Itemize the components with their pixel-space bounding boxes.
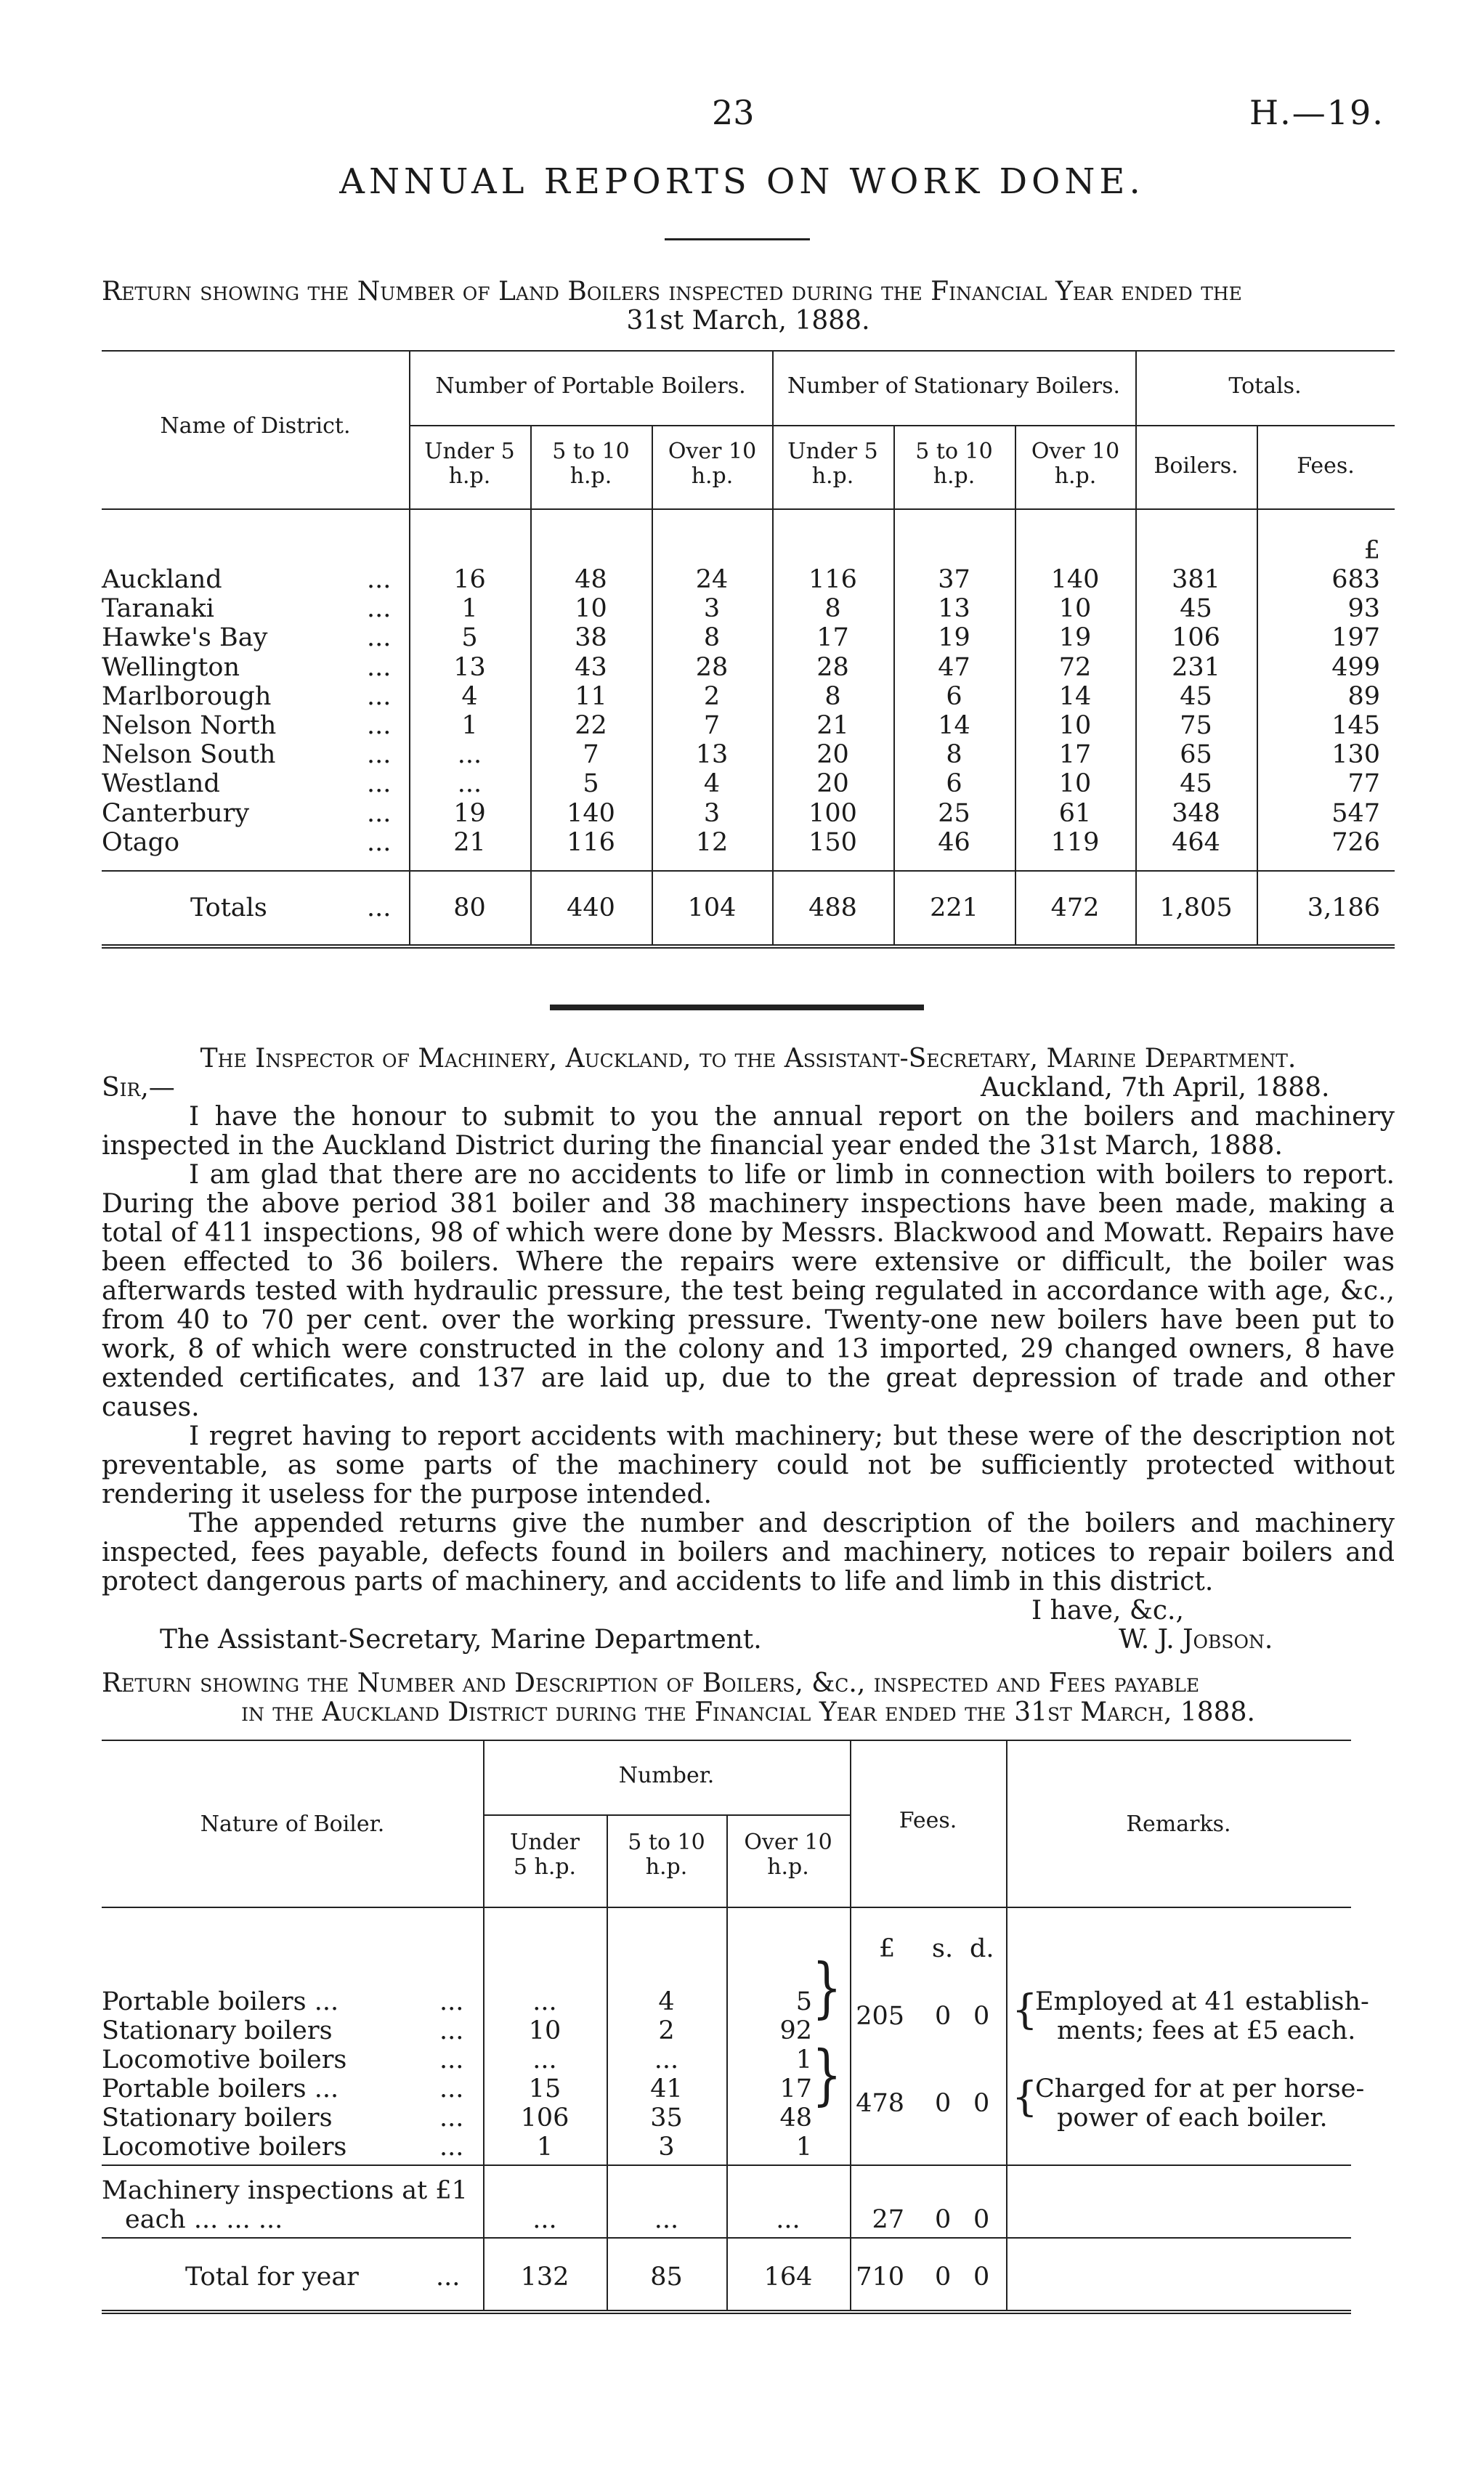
district-name: Auckland [102, 565, 222, 594]
district-name: Nelson North [102, 711, 277, 740]
return1-caption-line1: Return showing the Number of Land Boilers inspected during the Financial Year ended the [102, 277, 1242, 307]
cell-value: 11 [575, 681, 607, 711]
district-name: Nelson South [102, 740, 276, 770]
cell-value: 8 [824, 681, 841, 711]
dot-leader: ... [367, 594, 392, 624]
sub-header-portable-5to10: 5 to 10 h.p. [552, 439, 630, 489]
cell-value: 28 [695, 652, 729, 682]
total-for-year-leader: ... [436, 2263, 461, 2292]
boiler-nature: Stationary boilers [102, 2016, 333, 2045]
page-title: ANNUAL REPORTS ON WORK DONE. [339, 161, 1145, 202]
cell-value: 46 [938, 827, 970, 857]
group1-remark-line2: ments; fees at £5 each. [1057, 2016, 1356, 2045]
return2-caption-line2: in the Auckland District during the Financial Year ended the 31st March, 1888. [241, 1697, 1255, 1727]
letter-place-date: Auckland, 7th April, 1888. [981, 1073, 1330, 1103]
total-value: 472 [1050, 893, 1100, 922]
district-name: Canterbury [102, 798, 250, 828]
group-header-stationary: Number of Stationary Boilers. [787, 373, 1121, 399]
letter-signature: W. J. Jobson. [1119, 1625, 1273, 1655]
total-5to10: 85 [650, 2263, 683, 2292]
district-name: Hawke's Bay [102, 623, 268, 653]
dot-leader: ... [439, 2103, 464, 2133]
district-name: Otago [102, 827, 180, 857]
dot-leader: ... [367, 565, 392, 594]
group2-remark-brace: } [1012, 2074, 1038, 2121]
cell-value: 45 [1180, 681, 1212, 711]
group1-remark-brace: } [1012, 1987, 1038, 2034]
dot-leader: ... [439, 2016, 464, 2045]
count-under5: 1 [536, 2133, 554, 2162]
col-header-remarks: Remarks. [1126, 1811, 1231, 1837]
dot-leader: ... [367, 652, 392, 682]
fees-value: 726 [1331, 827, 1380, 857]
count-5to10: 3 [658, 2133, 675, 2162]
cell-value: 116 [567, 827, 615, 857]
return1-caption-line2: 31st March, 1888. [626, 306, 870, 336]
cell-value: 150 [808, 827, 857, 857]
cell-value: ... [457, 769, 482, 799]
cell-value: 348 [1172, 798, 1220, 828]
cell-value: 116 [808, 565, 857, 594]
total-for-year-label: Total for year [185, 2263, 359, 2292]
col-header-fees: Fees. [899, 1808, 957, 1833]
dot-leader: ... [439, 2074, 464, 2103]
group2-remark-line2: power of each boiler. [1057, 2103, 1328, 2133]
group-header-totals: Totals. [1228, 373, 1302, 399]
count-over10: 5 [795, 1987, 812, 2016]
cell-value: 72 [1058, 652, 1092, 682]
group1-remark-line1: Employed at 41 establish- [1035, 1987, 1369, 2016]
col-header-district: Name of District. [160, 413, 351, 439]
cell-value: 6 [946, 769, 962, 799]
cell-value: 1 [461, 711, 478, 740]
count-under5: 106 [520, 2103, 569, 2133]
group2-fee-shillings: 0 [935, 2089, 952, 2118]
cell-value: 10 [1058, 594, 1092, 624]
cell-value: 6 [946, 681, 962, 711]
count-under5: ... [532, 2045, 557, 2074]
machinery-fee-shillings: 0 [935, 2205, 952, 2234]
count-over10: 1 [795, 2045, 812, 2074]
fees-value: 197 [1331, 623, 1380, 653]
cell-value: 17 [816, 623, 849, 653]
sub-header-portable-over10: Over 10 h.p. [668, 439, 757, 489]
count-over10: 17 [779, 2074, 812, 2103]
sub-header-portable-under5: Under 5 h.p. [424, 439, 515, 489]
boiler-nature: Portable boilers ... [102, 2074, 339, 2103]
total-value: 488 [808, 893, 857, 922]
total-over10: 164 [763, 2263, 813, 2292]
cell-value: 119 [1050, 827, 1100, 857]
group1-fee-pence: 0 [973, 2002, 990, 2031]
cell-value: 3 [703, 798, 721, 828]
machinery-fee-pence: 0 [973, 2205, 990, 2234]
letter-heading: The Inspector of Machinery, Auckland, to the Assistant-Secretary, Marine Department. [200, 1044, 1297, 1074]
col-header-nature: Nature of Boiler. [200, 1811, 385, 1837]
cell-value: 38 [575, 623, 607, 653]
cell-value: 20 [816, 769, 849, 799]
cell-value: 22 [575, 711, 607, 740]
count-under5: 15 [528, 2074, 561, 2103]
dot-leader: ... [439, 1987, 464, 2016]
letter-closing: I have, &c., [1031, 1596, 1184, 1626]
sub-header-boilers: Boilers. [1153, 453, 1238, 479]
fees-value: 499 [1331, 652, 1380, 682]
sub-header-5to10: 5 to 10 h.p. [628, 1830, 705, 1880]
cell-value: 45 [1180, 594, 1212, 624]
total-fee-pounds: 710 [856, 2263, 904, 2292]
cell-value: 14 [938, 711, 970, 740]
cell-value: 106 [1172, 623, 1220, 653]
group-header-portable: Number of Portable Boilers. [435, 373, 746, 399]
money-shillings-header: s. [932, 1934, 954, 1963]
letter-paragraph-1: I have the honour to submit to you the annual report on the boilers and machinery inspected in the Auckland District during the financial year ended the 31st March, 1888. [102, 1102, 1395, 1161]
cell-value: 4 [461, 681, 478, 711]
boiler-nature: Portable boilers ... [102, 1987, 339, 2016]
total-value: 440 [567, 893, 615, 922]
cell-value: 43 [575, 652, 607, 682]
cell-value: 10 [575, 594, 607, 624]
letter-paragraph-2: I am glad that there are no accidents to life or limb in connection with boilers to report. During the above period 381 boiler and 38 machinery inspections have been made, making a total of 411 inspections, 98 of which were done by Messrs. Blackwood and Mowatt. Repairs have been effected to 36 boilers. Where the repairs were extensive or difficult, the boiler was afterwards tested with hydraulic pressure, the test being regulated in accordance with age, &c., from 40 to 70 per cent. over the working pressure. Twenty-one new boilers have been put to work, 8 of which were constructed in the colony and 13 imported, 29 changed owners, 8 have extended certificates, and 137 are laid up, due to the great depression of trade and other causes. [102, 1160, 1395, 1422]
total-fee-shillings: 0 [935, 2263, 952, 2292]
cell-value: 21 [816, 711, 849, 740]
group1-brace: } [812, 1951, 842, 2026]
boiler-nature: Locomotive boilers [102, 2045, 347, 2074]
dot-leader: ... [439, 2133, 464, 2162]
cell-value: 10 [1058, 711, 1092, 740]
money-pence-header: d. [970, 1934, 994, 1963]
page-number: 23 [712, 93, 755, 132]
dot-leader: ... [367, 798, 392, 828]
cell-value: 8 [824, 594, 841, 624]
fees-value: 77 [1347, 769, 1380, 799]
dot-leader: ... [367, 827, 392, 857]
cell-value: 65 [1180, 740, 1212, 770]
cell-value: 14 [1058, 681, 1092, 711]
count-over10: 92 [779, 2016, 812, 2045]
count-5to10: 35 [650, 2103, 683, 2133]
total-value: 1,805 [1159, 893, 1233, 922]
fees-value: 547 [1331, 798, 1380, 828]
letter-paragraph-3: I regret having to report accidents with machinery; but these were of the description not preventable, as some parts of the machinery could not be sufficiently protected without rendering it useless for the purpose intended. [102, 1421, 1395, 1509]
cell-value: 12 [695, 827, 729, 857]
count-over10: 1 [795, 2133, 812, 2162]
group1-fee-pounds: 205 [856, 2002, 904, 2031]
machinery-under5: ... [532, 2205, 557, 2234]
cell-value: 13 [695, 740, 729, 770]
letter-addressee: The Assistant-Secretary, Marine Department. [160, 1625, 762, 1655]
dot-leader: ... [367, 623, 392, 653]
group1-fee-shillings: 0 [935, 2002, 952, 2031]
cell-value: 37 [938, 565, 970, 594]
dot-leader: ... [367, 681, 392, 711]
group2-brace: } [812, 2038, 842, 2114]
fees-value: 89 [1347, 681, 1380, 711]
document-reference: H.—19. [1249, 93, 1384, 132]
total-under5: 132 [520, 2263, 569, 2292]
cell-value: 5 [583, 769, 599, 799]
total-fees-value: 3,186 [1307, 893, 1380, 922]
count-5to10: 4 [658, 1987, 675, 2016]
cell-value: 75 [1180, 711, 1212, 740]
group2-fee-pounds: 478 [856, 2089, 904, 2118]
district-name: Marlborough [102, 681, 272, 711]
dot-leader: ... [367, 740, 392, 770]
sub-header-over10: Over 10 h.p. [744, 1830, 832, 1880]
cell-value: 1 [461, 594, 478, 624]
cell-value: 20 [816, 740, 849, 770]
cell-value: 16 [453, 565, 486, 594]
machinery-5to10: ... [654, 2205, 679, 2234]
total-fee-pence: 0 [973, 2263, 990, 2292]
group-header-number: Number. [618, 1763, 715, 1788]
money-pounds-header: £ [879, 1934, 896, 1963]
cell-value: 17 [1058, 740, 1092, 770]
letter-salutation: Sir,— [102, 1073, 175, 1103]
cell-value: 24 [695, 565, 729, 594]
count-5to10: 2 [658, 2016, 675, 2045]
cell-value: 8 [703, 623, 721, 653]
cell-value: 21 [453, 827, 486, 857]
count-5to10: ... [654, 2045, 679, 2074]
district-name: Wellington [102, 652, 240, 682]
fees-value: 130 [1331, 740, 1380, 770]
district-name: Taranaki [102, 594, 214, 624]
district-name: Westland [102, 769, 220, 799]
total-value: 80 [453, 893, 486, 922]
cell-value: 61 [1058, 798, 1092, 828]
cell-value: 48 [575, 565, 607, 594]
cell-value: 381 [1172, 565, 1220, 594]
count-5to10: 41 [650, 2074, 683, 2103]
count-under5: 10 [528, 2016, 561, 2045]
cell-value: 19 [938, 623, 970, 653]
cell-value: 140 [1050, 565, 1100, 594]
machinery-fee-pounds: 27 [872, 2205, 904, 2234]
sub-header-stationary-5to10: 5 to 10 h.p. [915, 439, 993, 489]
cell-value: 464 [1172, 827, 1220, 857]
fees-value: 683 [1331, 565, 1380, 594]
dot-leader: ... [367, 893, 392, 922]
dot-leader: ... [439, 2045, 464, 2074]
cell-value: 8 [946, 740, 962, 770]
return2-caption-line1: Return showing the Number and Description of Boilers, &c., inspected and Fees payable [102, 1668, 1200, 1698]
sub-header-stationary-over10: Over 10 h.p. [1031, 439, 1120, 489]
group2-remark-line1: Charged for at per horse- [1035, 2074, 1365, 2103]
machinery-over10: ... [776, 2205, 800, 2234]
dot-leader: ... [367, 769, 392, 799]
cell-value: 3 [703, 594, 721, 624]
cell-value: 13 [938, 594, 970, 624]
cell-value: 231 [1172, 652, 1220, 682]
cell-value: 7 [703, 711, 721, 740]
cell-value: 25 [938, 798, 970, 828]
dot-leader: ... [367, 711, 392, 740]
fees-currency-symbol: £ [1363, 536, 1380, 565]
machinery-label-line2: each ... ... ... [125, 2205, 283, 2234]
boiler-nature: Stationary boilers [102, 2103, 333, 2133]
totals-label: Totals [190, 893, 267, 922]
total-value: 104 [687, 893, 737, 922]
cell-value: 5 [461, 623, 478, 653]
fees-value: 145 [1331, 711, 1380, 740]
letter-paragraph-4: The appended returns give the number and description of the boilers and machinery inspected, fees payable, defects found in boilers and machinery, notices to repair boilers and protect dangerous parts of machinery, and accidents to life and limb in this district. [102, 1509, 1395, 1596]
cell-value: 47 [938, 652, 970, 682]
cell-value: 2 [703, 681, 721, 711]
fees-value: 93 [1347, 594, 1380, 624]
sub-header-fees: Fees. [1297, 453, 1355, 479]
cell-value: 100 [808, 798, 857, 828]
total-value: 221 [930, 893, 978, 922]
sub-header-stationary-under5: Under 5 h.p. [787, 439, 878, 489]
cell-value: 7 [583, 740, 599, 770]
cell-value: 4 [703, 769, 721, 799]
cell-value: 28 [816, 652, 849, 682]
count-over10: 48 [779, 2103, 812, 2133]
cell-value: 19 [453, 798, 486, 828]
cell-value: ... [457, 740, 482, 770]
cell-value: 19 [1058, 623, 1092, 653]
boiler-nature: Locomotive boilers [102, 2133, 347, 2162]
cell-value: 45 [1180, 769, 1212, 799]
group2-fee-pence: 0 [973, 2089, 990, 2118]
cell-value: 13 [453, 652, 486, 682]
sub-header-under5: Under 5 h.p. [510, 1830, 580, 1880]
cell-value: 10 [1058, 769, 1092, 799]
count-under5: ... [532, 1987, 557, 2016]
machinery-label-line1: Machinery inspections at £1 [102, 2176, 468, 2205]
cell-value: 140 [567, 798, 615, 828]
